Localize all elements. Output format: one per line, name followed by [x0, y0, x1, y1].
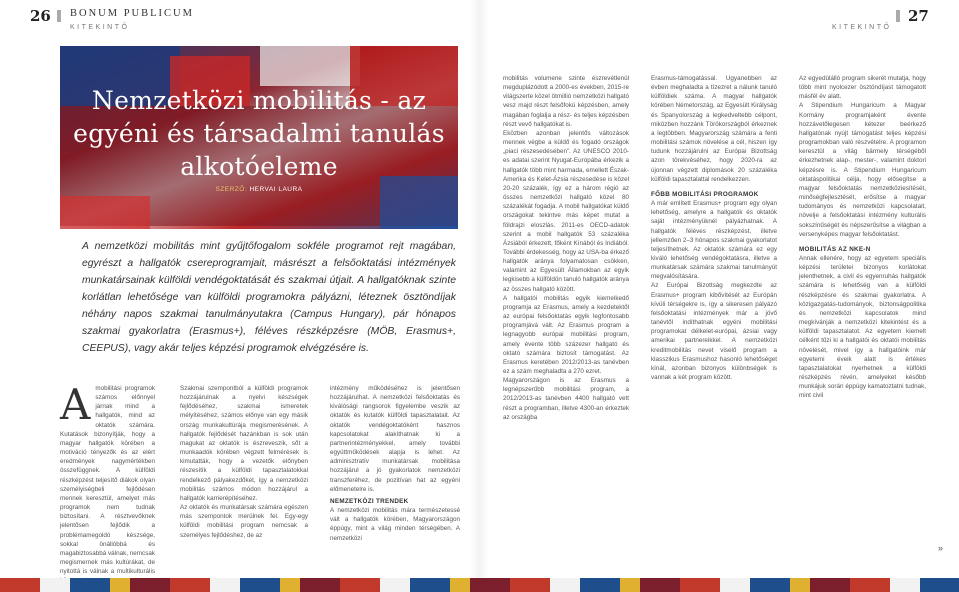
column-3-text-2: A nemzetközi mobilitás mára természetessé vált a hallgatók körében, Magyarországon éppúgy, mint a világ minden térségében. A nemzetközi	[330, 507, 460, 542]
body-column-5	[651, 74, 777, 562]
column-6-text-2: Annak ellenére, hogy az egyetem speciális képzési területei bizonyos korlátokat jelenthetnek, a civil és egyenruhás hallgatók számára is lehetőség van a külföldi részképzésre és szakmai gyakorlatra. A közigazgatás-tudományok, biztonságpolitika és nemzetközi kapcsolatok mind megkívánják a nemzetközi kitekintést és a külföldi tapasztalatot. Az egyetem kiemelt célként tűzi ki a hallgatói és oktatói mobilitás növelését, mivel így a hallgatóink már egyetemi éveik alatt is értékes tapasztalatokat nyerhetnek a külföldi részképzés révén, amelyeket később munkájuk során éppúgy kamatoztatni tudnak, mint civil	[799, 254, 926, 400]
column-3-subheading: NEMZETKÖZI TRENDEK	[330, 497, 409, 505]
drop-cap: A	[60, 380, 91, 429]
continue-arrow-icon: »	[937, 543, 943, 553]
section-label-left: KITEKINTŐ	[70, 24, 130, 31]
bottom-flags-strip	[0, 578, 959, 592]
body-column-2: Szakmai szempontból a külföldi programok hozzájárulnak a nyelvi készségek fejlődéséhez, szakmai ismeretek mélyítéséhez, számos előnye van egy másik ország munkakultúrája megismerésének. A hallgatók fejlődését hazánkban is sok után magukat az oktatók is észreveszik, sőt a munkaadók körében végzett felmérések is kimutatták, hogy a vezetők előnyben részesítik a külföldi tapasztalatokkal rendelkező pályakezdőket, így a nemzetközi mobilitás számos módon hozzájárul a hallgatók karrierépítéséhez. Az oktatók és munkatársak számára egészen más szempontok merülnek fel. Egy-egy külföldi mobilitási program nemcsak a személyes fejlődéshez, de az	[180, 385, 308, 539]
article-lead: A nemzetközi mobilitás mint gyűjtőfogalom sokféle programot rejt magában, egyrészt a hallgatók csereprogramjait, másrészt a felsőoktatási intézmények munkatársainak külföldi vendégoktatását és szakmai útjait. A hallgatóknak szinte korlátlan lehetősége van külföldi programokra pályázni, léteznek ösztöndíjak néhány napos szakmai tanulmányutakra (Campus Hungary), pár hónapos szakmai gyakorlatra (Erasmus+), féléves részképzésre (MÖB, Erasmus+, CEEPUS), vagy akár teljes képzési programok elvégzésére is.	[82, 241, 456, 354]
author-label: SZERZŐ:	[215, 186, 248, 193]
magazine-name: BONUM PUBLICUM	[70, 8, 194, 19]
header-divider-left	[57, 10, 61, 22]
column-5-text: Erasmus-támogatással. Ugyanebben az évben meghaladta a tízezret a nálunk tanuló külföldiek száma. A magyar hallgatók körében Németország, az Egyesült Királyság és Spanyolország a legkedveltebb célpont, miközben hozzánk Törökországból érkeznek a legtöbben. Magyarország számára a fenti mobilitási számok növelése a cél, hiszen így tudunk hozzájárulni az Európai Bizottság azon törekvéséhez, hogy 2020-ra az újonnan végzett diplomások 20 százaléka külföldi tapasztalattal rendelkezzen.	[651, 75, 777, 183]
column-3-text: intézmény működéséhez is jelentősen hozzájárulhat. A nemzetközi felsőoktatás és kiválósági rangsorok figyelembe veszik az oktatók és kutatók külföldi tapasztalatait. Az oktatók vendégoktatóként hasznos kapcsolatokat alakíthatnak ki a partnerintézményekkel, amely további együttműködések alapja is lehet. Az adminisztratív munkatársak mobilitása hozzájárul a jó gyakorlatok nemzetközi transzferéhez, de pozitívan hat az egyéni előmenetelre is.	[330, 385, 460, 493]
page-fold-divider	[470, 0, 489, 592]
body-column-3	[330, 384, 460, 560]
header-divider-right	[896, 10, 900, 22]
column-1-text: mobilitási programok számos előnnyel járnak mind a hallgatók, mind az oktatók számára. Kutatások bizonyítják, hogy a magyar hallgatók körében a motiváció tényezők és az elért eredmények nagymértékben összefüggnek. A külföldi részképzést teljesítő diákok olyan személyiségbeli fejlődésen mennek keresztül, amelyet más programok nem tudnak biztosítani. A résztvevőknek jelentősen fejlődik a problémamegoldó készsége, sokkal önállóbbá és magabiztosabbá válnak, nemcsak megismernek más kultúrákat, de nyitottá is válnak a multikulturális	[60, 385, 155, 576]
section-label-right: KITEKINTŐ	[832, 24, 892, 31]
column-5-subheading: FŐBB MOBILITÁSI PROGRAMOK	[651, 190, 759, 198]
body-column-1	[60, 380, 155, 576]
article-title: Nemzetközi mobilitás - az egyéni és társadalmi tanulás alkotóeleme	[73, 86, 445, 181]
body-column-6	[799, 74, 926, 562]
column-5-text-2: A már említett Erasmus+ program egy olyan lehetőség, amelyre a hallgatók és oktatók saját intézményüknél pályázhatnak. A hallgatók féléves részképzést, illetve jellemzően 2–3 hónapos szakmai gyakorlatot teljesíthetnek. Az oktatók számára ez egy kiváló lehetőség vendégoktatásra, illetve a munkatársak számára szakmai tanulmányút megvalósítására. Az Európai Bizottság megkezdte az Erasmus+ program kibővítését az Európán kívüli térségekre is, így a sikeresen pályázó felsőoktatási intézmények már a jövő tanévtől indíthatnak egyéni mobilitási programokat délkelet-európai, ázsiai vagy amerikai partnereikkel. A nemzetközi kreditmobilitás nevet viselő program a klasszikus Erasmushoz hasonló lehetőséget kínál, azonban bizonyos különbségek is vannak a két program között.	[651, 200, 777, 381]
column-6-text: Az egyedülálló program sikerét mutatja, hogy több mint nyolcezer ösztöndíjast támogatott másfél év alatt. A Stipendium Hungaricum a Magyar Kormány programjaként évente hozzávetőlegesen kétezer beérkező hallgatónak nyújt támogatást teljes képzési programokban való részvételre. A programon keresztül a világ bármely térségéből érkezhetnek alap-, mester-, valamint doktori képzésre is. A Stipendium Hungaricum oktatáspolitikai célja, hogy elősegítse a magyar felsőoktatás nemzetköziesítését, minőségfejlesztését, erősítse a magyar tudományos és nemzetközi kapcsolatait, növelje a felsőoktatási intézmény kulturális sokszínűségét és népszerűsítse a világban a versenyképes magyar felsőoktatást.	[799, 75, 926, 238]
column-6-subheading: MOBILITÁS AZ NKE-N	[799, 245, 871, 253]
article-author	[60, 186, 458, 193]
page-number-left: 26	[30, 7, 51, 25]
author-name: HERVAI LAURA	[249, 186, 303, 193]
body-column-4: mobilitás volumene szinte észrevétlenül megduplázódott a 2000-es években, 2015-re világszerte közel ötmillió nemzetközi hallgató vesz majd részt felsőfokú képzésben, amely magában foglalja a rész- és teljes képzésben részt vevő hallgatókat is. Eközben azonban jelentős változások mennek végbe a küldő és fogadó országok „piaci részesedésében”. Az UNESCO 2010-es adatai szerint Nyugat-Európába érkezik a hallgatók több mint harmada, emellett Észak-Amerika és Kelet-Ázsia részesedése is közel 20-20 százalék, így ez a három régió az összes nemzetközi hallgató közel 80 százalékát fogadja. A mobil hallgatókat küldő országokat tekintve más képet mutat a földrajzi eloszlás. 2011-es OECD-adatok szerint a mobil hallgatók 53 százaléka Ázsiából érkezett, főként Kínából és Indiából. További érdekesség, hogy az USA-ba érkező hallgatók aránya folyamatosan csökken, valamint az Egyesült Államokban az egyik legkisebb a külföldön tanuló hallgatók aránya az összes hallgató között. A hallgatói mobilitás egyik kiemelkedő programja az Erasmus, amely a kezdetektől az európai felsőoktatás egyik legfontosabb programjává vált. Az Erasmus program a legnagyobb európai mobilitási program, amely évente több százezer hallgató és oktató számára biztosít támogatást. Az Erasmus keretében 2012/2013-as tanévben ez a szám meghaladta a 270 ezret. Magyarországon is az Erasmus a legnépszerűbb mobilitási program, a 2012/2013-as tanévben 4400 hallgató vett részt a programban, illetve 4300-an érkeztek az országba	[503, 75, 630, 421]
page-number-right: 27	[908, 7, 929, 25]
